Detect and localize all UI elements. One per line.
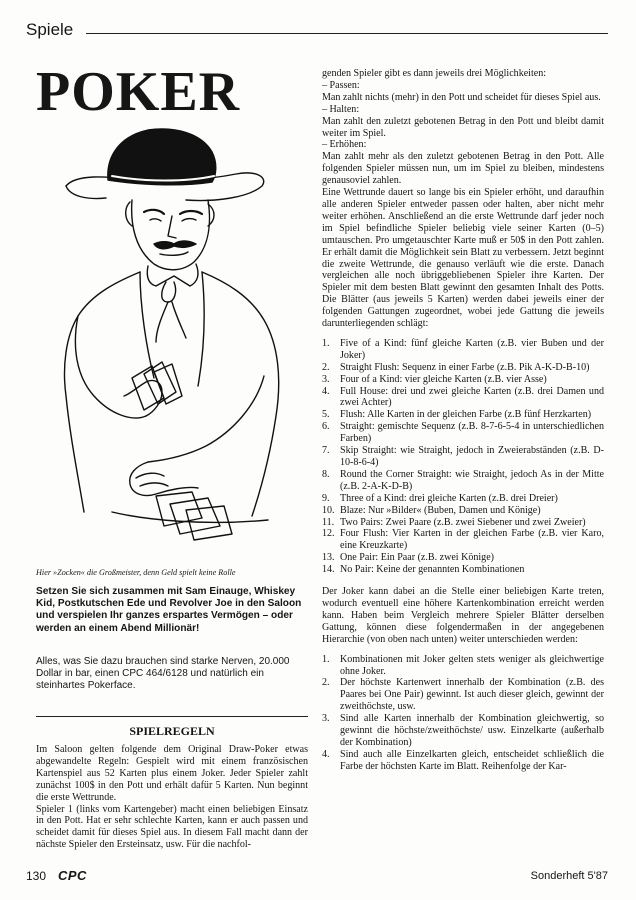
option-label: – Halten: bbox=[322, 103, 360, 115]
list-item: 10. Blaze: Nur »Bilder« (Buben, Damen und Könige) bbox=[322, 504, 541, 516]
list-item: 7. Skip Straight: wie Straight, jedoch in Zweierabständen (z.B. D-10-8-6-4) bbox=[322, 445, 604, 468]
list-item: 3. Sind alle Karten innerhalb der Kombination gleichwertig, so gewinnt die höchste/zweithöchste/ usw. Einzelkarte (außerhalb der Kombination) bbox=[322, 713, 604, 748]
rules-paragraph: Im Saloon gelten folgende dem Original Draw-Poker etwas abgewandelte Regeln: Gespielt wird mit einem französischen Kartenspiel aus 52 Karten plus einem Joker. Jeder Spieler zahlt zunächst 100$ in den Pott und erhält dafür 5 Karten. Nun beginnt die erste Wettrunde. bbox=[36, 744, 308, 803]
comparison-list bbox=[322, 654, 604, 773]
list-item: 2. Straight Flush: Sequenz in einer Farbe (z.B. Pik A-K-D-B-10) bbox=[322, 361, 590, 373]
list-item: 1. Kombinationen mit Joker gelten stets weniger als gleichwertige ohne Joker. bbox=[322, 653, 604, 677]
issue-label: Sonderheft 5'87 bbox=[530, 870, 608, 882]
right-column bbox=[322, 68, 604, 773]
option-text: Man zahlt nichts (mehr) in den Pott und scheidet für dieses Spiel aus. bbox=[322, 91, 601, 103]
list-item: 1. Five of a Kind: fünf gleiche Karten (z.B. vier Buben und der Joker) bbox=[322, 337, 604, 361]
article-lead: Setzen Sie sich zusammen mit Sam Einauge, Whiskey Kid, Postkutschen Ede und Revolver Joe in den Saloon und verspielen Ihr ganzes erspartes Vermögen – oder werden an einem Abend Millionär! bbox=[36, 586, 302, 634]
body-paragraph: Der Joker kann dabei an die Stelle einer beliebigen Karte treten, wodurch eventuell eine höhere Kartenkombination erreicht werden kann. Haben beim Vergleich mehrere Spieler Blätter derselben Gattung, können diese folgendermaßen in der angegebenen Hierarchie (von oben nach unten) weiter unterschieden werden: bbox=[322, 586, 604, 645]
article-intro: Alles, was Sie dazu brauchen sind starke Nerven, 20.000 Dollar in bar, einen CPC 464/6128 und natürlich ein steinhartes Pokerface. bbox=[36, 656, 290, 692]
list-item: 8. Round the Corner Straight: wie Straight, jedoch As in der Mitte (z.B. 2-A-K-D-B) bbox=[322, 468, 604, 492]
rules-heading: SPIELREGELN bbox=[129, 724, 215, 738]
list-item: 14. No Pair: Keine der genannten Kombinationen bbox=[322, 564, 525, 576]
option-text: Man zahlt den zuletzt gebotenen Betrag in den Pott und bleibt damit weiter im Spiel. bbox=[322, 115, 604, 139]
body-paragraph: Eine Wettrunde dauert so lange bis ein Spieler erhöht, und daraufhin alle anderen Spieler entweder passen oder halten, aber nicht mehr weiter erhöhen. Anschließend an die erste Wettrunde darf jeder noch im Spiel befindliche Spieler beliebig viele seiner Karten (0–5) umtauschen. Pro umgetauschter Karte muß er 50$ in den Pott zahlen. Er erhält damit die Möglichkeit sein Blatt zu verbessern. Jetzt beginnt die zweite Wettrunde, die genauso verläuft wie die erste. Danach vergleichen alle noch übriggebliebenen Spieler ihre Karten. Der Spieler mit dem besten Blatt gewinnt den gesamten Inhalt des Potts. Die Blätter (aus jeweils 5 Karten) werden dabei jeweils einer der folgenden Gattungen zugeordnet, wobei jede Gattung die jeweils darunterliegenden schlägt: bbox=[322, 187, 604, 330]
page-footer bbox=[26, 868, 608, 886]
rules-paragraph: Spieler 1 (links vom Kartengeber) macht einen beliebigen Einsatz in den Pott. Hat er sehr schlechte Karten, kann er auch passen und scheidet damit für dieses Spiel aus. In diesem Fall macht dann der nächste Spieler den Ersteinsatz, usw. Für die nachfol- bbox=[36, 803, 308, 851]
page-number: 130 bbox=[26, 869, 47, 883]
list-item: 4. Full House: drei und zwei gleiche Karten (z.B. drei Damen und zwei Achter) bbox=[322, 385, 604, 409]
list-item: 11. Two Pairs: Zwei Paare (z.B. zwei Siebener und zwei Zweier) bbox=[322, 516, 586, 528]
illustration-caption: Hier »Zocken« die Großmeister, denn Geld spielt keine Rolle bbox=[36, 568, 236, 577]
rules-text bbox=[36, 744, 308, 851]
list-item: 3. Four of a Kind: vier gleiche Karten (z.B. vier Asse) bbox=[322, 373, 547, 385]
header-rule bbox=[86, 33, 608, 34]
option-label: – Erhöhen: bbox=[322, 139, 367, 151]
section-divider bbox=[36, 716, 308, 717]
hand-ranking-list bbox=[322, 338, 604, 576]
list-item: 9. Three of a Kind: drei gleiche Karten (z.B. drei Dreier) bbox=[322, 492, 558, 504]
list-item: 4. Sind auch alle Einzelkarten gleich, entscheidet schließlich die Farbe der höchsten Karte im Blatt. Reihenfolge der Kar- bbox=[322, 748, 604, 772]
option-text: Man zahlt mehr als den zuletzt gebotenen Betrag in den Pott. Alle folgenden Spieler müssen nun, um im Spiel zu bleiben, mindestens genausoviel zahlen. bbox=[322, 151, 604, 187]
section-title: Spiele bbox=[26, 20, 74, 39]
body-paragraph: genden Spieler gibt es dann jeweils drei Möglichkeiten: bbox=[322, 68, 547, 79]
list-item: 6. Straight: gemischte Sequenz (z.B. 8-7-6-5-4 in unterschiedlichen Farben) bbox=[322, 421, 604, 445]
magazine-logo: CPC bbox=[58, 868, 87, 883]
page-header bbox=[26, 20, 608, 42]
gambler-illustration-icon bbox=[36, 116, 304, 564]
list-item: 2. Der höchste Kartenwert innerhalb der Kombination (z.B. des Paares bei One Pair) gewinnt. Ist auch dieser gleich, gewinnt der zweithöchste, usw. bbox=[322, 677, 604, 713]
list-item: 12. Four Flush: Vier Karten in der gleichen Farbe (z.B. vier Karo, eine Kreuzkarte) bbox=[322, 528, 604, 552]
option-label: – Passen: bbox=[322, 79, 360, 91]
list-item: 13. One Pair: Ein Paar (z.B. zwei Könige) bbox=[322, 552, 495, 564]
list-item: 5. Flush: Alle Karten in der gleichen Farbe (z.B fünf Herzkarten) bbox=[322, 409, 592, 421]
article-title: POKER bbox=[36, 61, 241, 123]
